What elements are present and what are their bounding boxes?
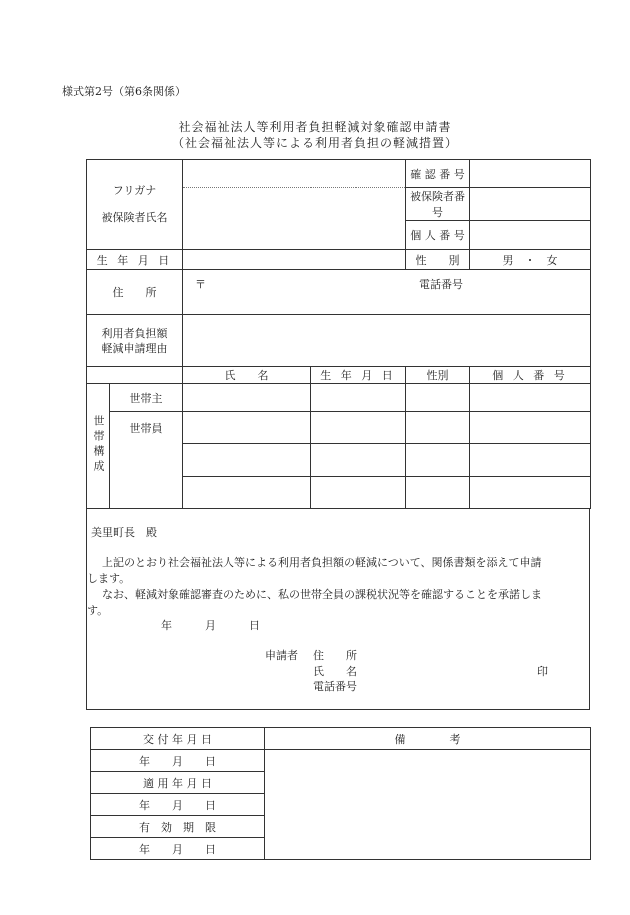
furigana-label: フリガナ	[87, 160, 183, 221]
applicant-address-label: 住 所	[313, 649, 357, 662]
office-use-table	[90, 727, 591, 860]
valid-period-label: 有 効 期 限	[91, 816, 265, 838]
confirm-number-field[interactable]	[470, 160, 591, 188]
furigana-field[interactable]	[183, 160, 406, 188]
phone-label: 電話番号	[419, 278, 464, 291]
reason-field[interactable]	[183, 315, 591, 367]
valid-period-field[interactable]: 年 月 日	[91, 838, 265, 860]
declaration-para1-line1: 上記のとおり社会福祉法人等による利用者負担額の軽減について、関係書類を添えて申請	[91, 556, 542, 569]
household-member-sex[interactable]	[406, 444, 470, 477]
issue-date-label: 交 付 年 月 日	[91, 728, 265, 750]
sex-label: 性 別	[406, 250, 470, 270]
applicant-phone-label: 電話番号	[313, 680, 357, 693]
form-subtitle: （社会福祉法人等による利用者負担の軽減措置）	[171, 136, 458, 150]
issue-date-field[interactable]: 年 月 日	[91, 750, 265, 772]
addressee: 美里町長 殿	[91, 526, 157, 539]
apply-date-label: 適 用 年 月 日	[91, 772, 265, 794]
personal-number-field[interactable]	[470, 221, 591, 250]
personal-number-label: 個 人 番 号	[406, 221, 470, 250]
household-head-name[interactable]	[183, 384, 311, 412]
household-col-sex: 性別	[406, 367, 470, 384]
insured-number-label: 被保険者番号	[406, 188, 470, 221]
confirm-number-label: 確 認 番 号	[406, 160, 470, 188]
form-number: 様式第2号（第6条関係）	[62, 85, 186, 98]
sex-options[interactable]: 男 ・ 女	[470, 250, 591, 270]
household-col-personal-no: 個 人 番 号	[470, 367, 591, 384]
household-header-blank	[87, 367, 183, 384]
household-member-personal-no[interactable]	[470, 477, 591, 509]
apply-date-field[interactable]: 年 月 日	[91, 794, 265, 816]
seal-mark: 印	[537, 665, 548, 678]
household-head-sex[interactable]	[406, 384, 470, 412]
household-member-personal-no[interactable]	[470, 412, 591, 444]
household-member-dob[interactable]	[311, 412, 406, 444]
insured-number-field[interactable]	[470, 188, 591, 221]
reason-label: 利用者負担額 軽減申請理由	[87, 315, 183, 367]
declaration-section	[86, 509, 590, 710]
household-member-dob[interactable]	[311, 444, 406, 477]
applicant-table	[86, 159, 591, 509]
household-head-personal-no[interactable]	[470, 384, 591, 412]
household-member-name[interactable]	[183, 412, 311, 444]
household-section-label: 世帯構成	[87, 384, 110, 509]
household-member-personal-no[interactable]	[470, 444, 591, 477]
form-title: 社会福祉法人等利用者負担軽減対象確認申請書	[178, 120, 452, 134]
remarks-field[interactable]	[265, 750, 591, 860]
household-member-name[interactable]	[183, 477, 311, 509]
household-member-dob[interactable]	[311, 477, 406, 509]
insured-name-field[interactable]	[183, 188, 406, 250]
dob-label: 生 年 月 日	[87, 250, 183, 270]
declaration-para1-line2: します。	[87, 572, 131, 585]
dob-field[interactable]	[183, 250, 406, 270]
household-member-label: 世帯員	[110, 412, 183, 509]
household-head-dob[interactable]	[311, 384, 406, 412]
insured-name-label: 被保険者氏名	[87, 221, 183, 250]
applicant-label: 申請者	[265, 649, 298, 662]
household-col-dob: 生 年 月 日	[311, 367, 406, 384]
postal-mark: 〒	[195, 278, 207, 291]
declaration-para2-line1: なお、軽減対象確認審査のために、私の世帯全員の課税状況等を確認することを承諾しま	[91, 588, 542, 601]
declaration-date: 年 月 日	[161, 619, 260, 632]
address-label: 住 所	[87, 270, 183, 315]
address-field[interactable]	[183, 270, 591, 315]
household-member-name[interactable]	[183, 444, 311, 477]
household-member-sex[interactable]	[406, 412, 470, 444]
remarks-label: 備 考	[265, 728, 591, 750]
household-head-label: 世帯主	[110, 384, 183, 412]
household-col-name: 氏 名	[183, 367, 311, 384]
household-member-sex[interactable]	[406, 477, 470, 509]
applicant-name-label: 氏 名	[313, 665, 357, 678]
declaration-para2-line2: す。	[87, 604, 109, 617]
